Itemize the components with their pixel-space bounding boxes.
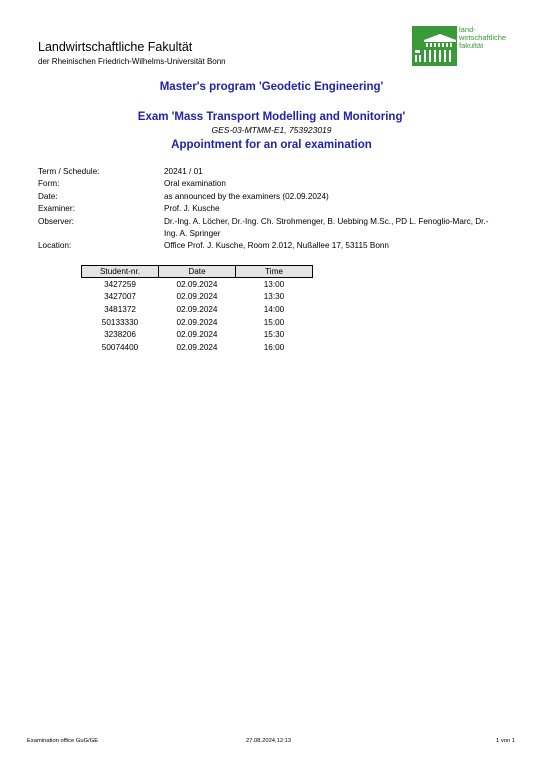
date-cell: 02.09.2024 xyxy=(176,342,218,352)
time-cell: 13:00 xyxy=(263,279,285,289)
time-cell: 14:00 xyxy=(263,305,285,315)
exam-title: Exam 'Mass Transport Modelling and Monitoring' xyxy=(137,111,406,123)
appointments-table xyxy=(81,265,313,354)
logo-text: land- wirtschaftliche fakultät xyxy=(459,25,507,51)
term-value: 20241 / 01 xyxy=(164,167,203,176)
location-value: Office Prof. J. Kusche, Room 2.012, Nußallee 17, 53115 Bonn xyxy=(164,241,389,251)
date-value: as announced by the examiners (02.09.2024) xyxy=(164,191,329,201)
info-row-location xyxy=(38,240,518,252)
form-label: Form: xyxy=(38,179,60,189)
exam-info xyxy=(38,166,518,253)
table-row xyxy=(82,291,313,304)
info-row-examiner xyxy=(38,203,518,215)
form-value: Oral examination xyxy=(164,179,226,189)
col-header-student-nr: Student-nr. xyxy=(82,266,159,278)
student-nr-cell: 50133330 xyxy=(101,317,139,327)
location-label: Location: xyxy=(38,241,72,251)
col-header-date: Date xyxy=(159,266,236,278)
student-nr-cell: 3481372 xyxy=(104,305,136,315)
faculty-name: Landwirtschaftliche Fakultät xyxy=(38,40,193,54)
date-cell: 02.09.2024 xyxy=(176,330,218,340)
table-row xyxy=(82,303,313,316)
time-cell: 13:30 xyxy=(263,292,285,302)
date-label: Date: xyxy=(38,191,58,201)
exam-code: GES-03-MTMM-E1, 753923019 xyxy=(211,125,332,135)
table-row xyxy=(82,329,313,342)
info-row-date xyxy=(38,191,518,203)
col-header-time: Time xyxy=(236,266,313,278)
info-row-term xyxy=(38,166,518,178)
student-nr-cell: 50074400 xyxy=(101,342,139,352)
date-cell: 02.09.2024 xyxy=(176,279,218,289)
info-row-form xyxy=(38,178,518,190)
examiner-label: Examiner: xyxy=(38,204,75,214)
table-row xyxy=(82,341,313,354)
time-cell: 16:00 xyxy=(263,342,285,352)
appointment-title: Appointment for an oral examination xyxy=(171,139,372,151)
time-cell: 15:00 xyxy=(263,317,285,327)
observer-value: Dr.-Ing. A. Löcher, Dr.-Ing. Ch. Strohmenger, B. Uebbing M.Sc., PD L. Fenoglio-Marc, Dr.- Ing. A. Springer xyxy=(164,216,489,239)
faculty-logo-icon xyxy=(412,26,457,66)
faculty-logo xyxy=(412,26,512,66)
examiner-value: Prof. J. Kusche xyxy=(164,204,220,214)
student-nr-cell: 3427007 xyxy=(104,292,136,302)
university-name: der Rheinischen Friedrich-Wilhelms-Universität Bonn xyxy=(38,57,226,66)
table-row xyxy=(82,278,313,291)
table-row xyxy=(82,316,313,329)
date-cell: 02.09.2024 xyxy=(176,292,218,302)
info-row-observer xyxy=(38,216,518,241)
observer-label: Observer: xyxy=(38,216,74,226)
student-nr-cell: 3238206 xyxy=(104,330,136,340)
footer-page-number: 1 von 1 xyxy=(496,738,516,744)
term-label: Term / Schedule: xyxy=(38,167,100,176)
date-cell: 02.09.2024 xyxy=(176,317,218,327)
table-header-row xyxy=(82,266,313,278)
program-title: Master's program 'Geodetic Engineering' xyxy=(159,81,384,93)
time-cell: 15:30 xyxy=(263,330,285,340)
date-cell: 02.09.2024 xyxy=(176,305,218,315)
footer-timestamp: 27.08.2024,12:13 xyxy=(246,738,292,744)
student-nr-cell: 3427259 xyxy=(104,279,136,289)
footer-office: Examination office GuG/GE xyxy=(27,738,99,744)
